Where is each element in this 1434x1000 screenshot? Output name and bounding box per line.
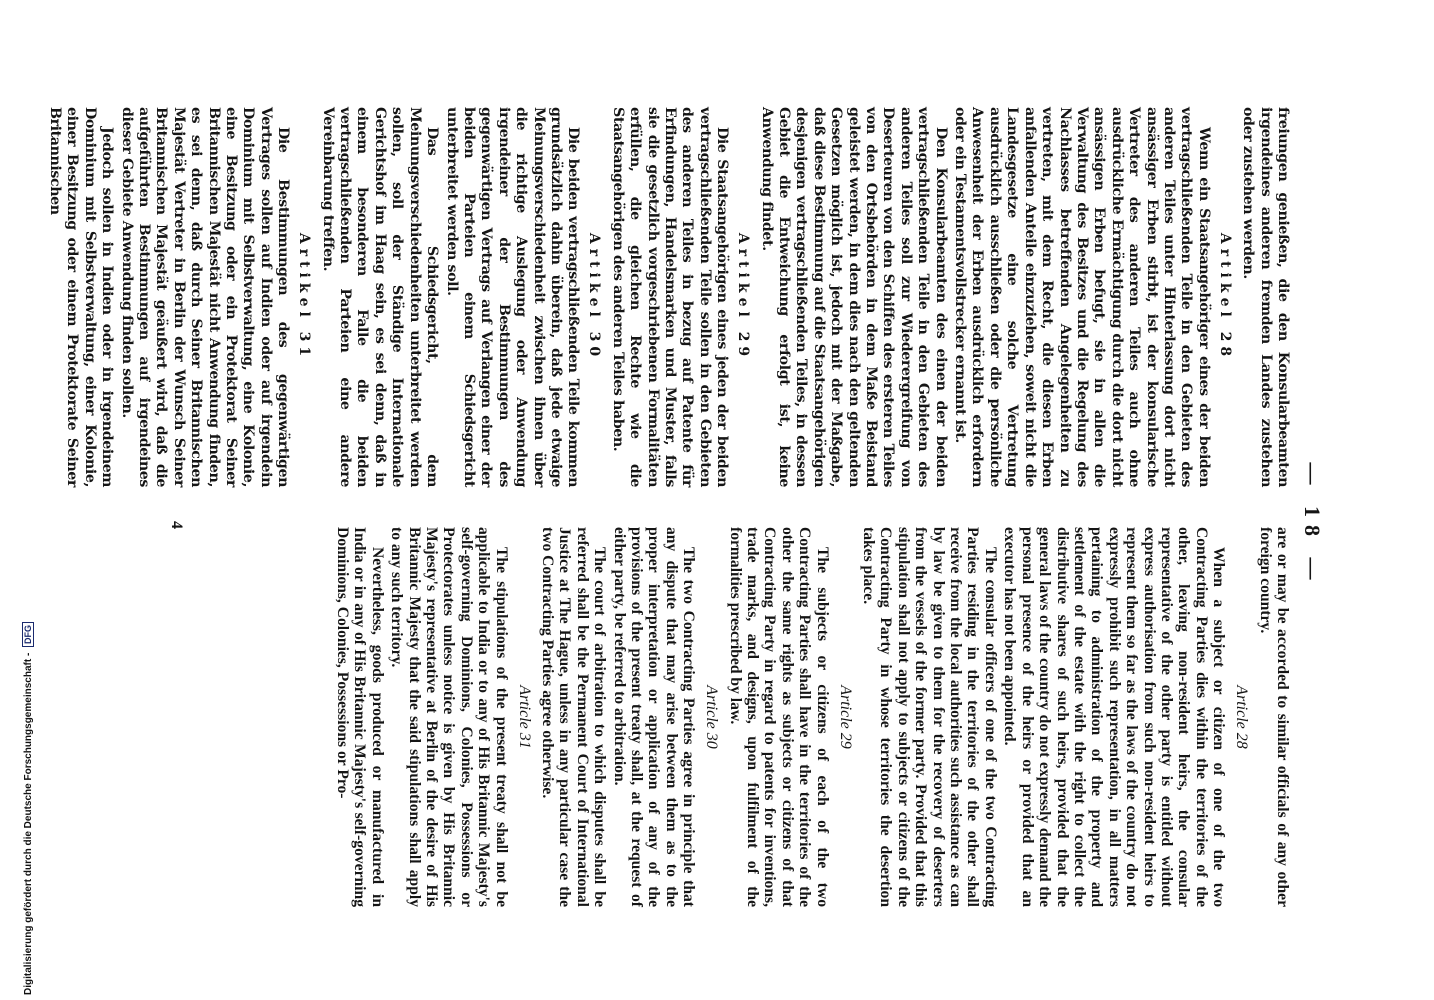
scanned-page: [47, 95, 1325, 955]
english-article-29-heading: Article 29: [836, 685, 854, 749]
english-article-30-heading: Article 30: [703, 685, 721, 749]
german-article-31-paragraph-2: Jedoch sollen in Indien oder in irgendeinem Dominium mit Selbstverwaltung, einer Kolonie, einer Besitzung oder einem Protektorate Seiner Britannischen: [47, 107, 116, 487]
german-article-30-paragraph-2: Das Schiedsgericht, dem Meinungsverschiedenheiten unterbreitet werden sollen, soll der Ständige Internationale Gerichtshof im Haag sein, es sei denn, daß in einem besonderen Falle die beiden vertragschließenden Parteien eine andere Vereinbarung treffen.: [319, 107, 441, 487]
german-article-30-heading: Artikel 30: [586, 232, 603, 362]
english-article-31-paragraph-2: Nevertheless, goods produced or manufactured in India or in any of His Britannic Majesty's self-governing Dominions, Colonies, Possessions or Pro-: [333, 527, 386, 907]
english-article-30-paragraph-2: The court of arbitration to which disputes shall be referred shall be the Permanent Court of International Justice at The Hague, unless in any particular case the two Contracting Parties agree otherwise.: [538, 527, 609, 907]
english-article-31-paragraph-1: The stipulations of the present treaty shall not be applicable to India or to any of His Britannic Majesty's self-governing Dominions, Colonies, Possessions or Protectorates unless notice is given by His Britannic Majesty's representative at Berlin of the desire of His Britannic Majesty that the said stipulations shall apply to any such territory.: [388, 527, 510, 907]
german-article-30-paragraph-1: Die beiden vertragschließenden Teile kommen grundsätzlich dahin überein, daß jede etwaige Meinungsverschiedenheit zwischen ihnen über die richtige Auslegung oder Anwendung irgendeiner der Bestimmungen des gegenwärtigen Vertrags auf Verlangen einer der beiden Parteien einem Schiedsgericht unterbreitet werden soll.: [443, 107, 582, 487]
german-article-31-heading: Artikel 31: [296, 232, 313, 362]
german-article-31-paragraph-1: Die Bestimmungen des gegenwärtigen Vertrages sollen auf Indien oder auf irgendein Dominium mit Selbstverwaltung, eine Kolonie, eine Besitzung oder ein Protektorat Seiner Britannischen Majestät nicht Anwendung finden, es sei denn, daß durch Seiner Britannischen Majestät Vertreter in Berlin der Wunsch Seiner Britannischen Majestät geäußert wird, daß die aufgeführten Bestimmungen auf irgendeines dieser Gebiete Anwendung finden sollen.: [118, 107, 292, 487]
digitization-credit: [22, 622, 34, 995]
dfg-logo: DFG: [22, 622, 34, 647]
german-article-28-heading: Artikel 28: [1216, 232, 1233, 362]
english-article-31-heading: Article 31: [515, 685, 533, 749]
english-intro-paragraph: are or may be accorded to similar officials of any other foreign country.: [1256, 527, 1291, 907]
english-article-30-paragraph-1: The two Contracting Parties agree in principle that any dispute that may arise between them as to the proper interpretation or application of any of the provisions of the present treaty shall, at the request of either party, be referred to arbitration.: [610, 527, 698, 907]
german-article-28-paragraph-2: Den Konsularbeamten des einen der beiden vertragschließenden Teile in den Gebieten des anderen Teiles soll zur Wiederergreifung von Deserteuren von den Schiffen des ersteren Teiles von den Ortsbehörden in dem Maße Beistand geleistet werden, in dem dies nach den geltenden Gesetzen möglich ist, jedoch mit der Maßgabe, daß diese Bestimmung auf die Staatsangehörigen desjenigen vertragschließenden Teiles, in dessen Gebiet die Entweichung erfolgt ist, keine Anwendung findet.: [758, 107, 949, 487]
english-column: [332, 527, 1292, 907]
german-article-29-paragraph-1: Die Staatsangehörigen eines jeden der beiden vertragschließenden Teile sollen in den Gebieten des anderen Teiles in bezug auf Patente für Erfindungen, Handelsmarken und Muster, falls sie die gesetzlich vorgeschriebenen Formalitäten erfüllen, die gleichen Rechte wie die Staatsangehörigen des anderen Teiles haben.: [609, 107, 731, 487]
english-article-28-paragraph-2: The consular officers of one of the two Contracting Parties residing in the territories of the other shall receive from the local authorities such assistance as can by law be given to them for the recovery of deserters from the vessels of the former party. Provided that this stipulation shall not apply to subjects or citizens of the Contracting Party in whose territories the desertion takes place.: [860, 527, 999, 907]
german-column: [44, 107, 1291, 487]
english-article-28-heading: Article 28: [1233, 685, 1251, 749]
german-article-28-paragraph-1: Wenn ein Staatsangehöriger eines der beiden vertragschließenden Teile in den Gebieten des anderen Teiles unter Hinterlassung dort nicht ansässiger Erben stirbt, ist der konsularische Vertreter des anderen Teiles auch ohne ausdrückliche Ermächtigung durch die dort nicht ansässigen Erben befugt, sie in allen die Verwaltung des Besitzes und die Regelung des Nachlasses betreffenden Angelegenheiten zu vertreten, mit dem Recht, die diesen Erben anfallenden Anteile einzuziehen, soweit nicht die Landesgesetze eine solche Vertretung ausdrücklich ausschließen oder die persönliche Anwesenheit der Erben ausdrücklich erfordern oder ein Testamentsvollstrecker ernannt ist.: [952, 107, 1212, 487]
credit-text: Digitalisierung gefördert durch die Deutsche Forschungsgemeinschaft -: [23, 652, 34, 995]
english-article-28-paragraph-1: When a subject or citizen of one of the two Contracting Parties dies within the territories of the other, leaving non-resident heirs, the consular representative of the other party is entitled without express authorisation from such non-resident heirs to represent them so far as the laws of the country do not expressly prohibit such representation, in all matters pertaining to administration of the property and settlement of the estate with the right to collect the distributive shares of such heirs, provided that the general laws of the country do not expressly demand the personal presence of the heirs or provided that an executor has not been appointed.: [1001, 527, 1228, 907]
german-article-29-heading: Artikel 29: [735, 232, 752, 362]
german-intro-paragraph: freiungen genießen, die den Konsularbeamten irgendeines anderen fremden Landes zustehen oder zustehen werden.: [1240, 107, 1291, 487]
english-article-29-paragraph-1: The subjects or citizens of each of the two Contracting Parties shall have in the territories of the other the same rights as subjects or citizens of that Contracting Party in regard to patents for inventions, trade marks, and designs, upon fulfilment of the formalities prescribed by law.: [726, 527, 831, 907]
page-number: — 18 —: [1300, 462, 1325, 588]
signature-number: 4: [168, 521, 185, 529]
